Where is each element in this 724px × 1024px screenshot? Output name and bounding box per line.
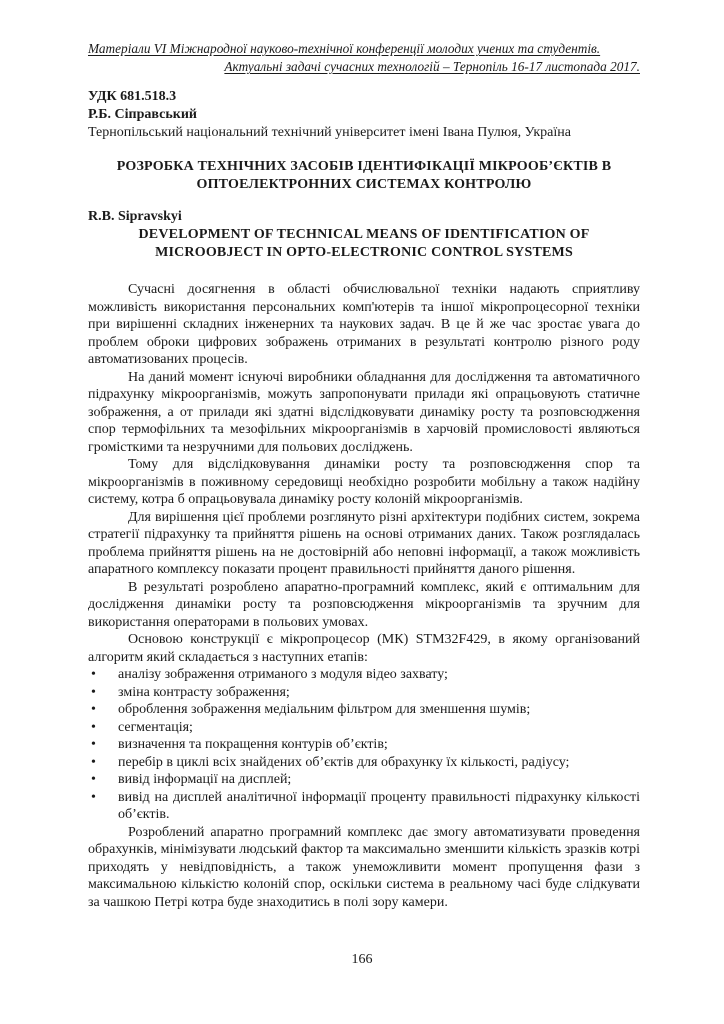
conference-header (88, 40, 640, 76)
list-item (88, 701, 640, 719)
article-title-en-line-1: DEVELOPMENT OF TECHNICAL MEANS OF IDENTIFICATION OF (138, 227, 590, 242)
bullet-icon: • (91, 754, 96, 770)
article-meta (88, 88, 640, 142)
article-title-en (88, 226, 640, 262)
bullet-icon: • (91, 719, 96, 735)
list-item (88, 666, 640, 684)
author-name-uk: Р.Б. Сіправський (88, 107, 197, 122)
body-paragraph: Сучасні досягнення в області обчислювальної техніки надають сприятливу можливість використання персональних комп'ютерів та іншої мікропроцесорної техніки при вирішенні складних інженерних та наукових задач. В це й же час зростає увага до проблем оброки цифрових зображень отриманих в результаті контролю різного роду автоматизованих процесів. (88, 282, 640, 367)
body-paragraph: Тому для відслідковування динаміки росту та розповсюдження спор та мікроорганізмів в поживному середовищі необхідно розробити мобільну а також надійну систему, котра б опрацьовувала динаміку росту колоній мікроорганізмів. (88, 457, 640, 507)
conference-header-line-2: Актуальні задачі сучасних технологій – Тернопіль 16-17 листопада 2017. (224, 59, 640, 74)
list-item (88, 736, 640, 754)
udk-code: УДК 681.518.3 (88, 89, 177, 104)
list-item-text: вивід інформації на дисплей; (118, 772, 292, 787)
article-title-uk-line-1: РОЗРОБКА ТЕХНІЧНИХ ЗАСОБІВ ІДЕНТИФІКАЦІЇ МІКРООБ’ЄКТІВ В (116, 159, 612, 174)
article-title-uk (88, 158, 640, 194)
page-number: 166 (351, 952, 373, 967)
list-item (88, 789, 640, 824)
list-item-text: зміна контрасту зображення; (118, 684, 290, 700)
bullet-icon: • (91, 772, 96, 787)
bullet-icon: • (91, 667, 96, 682)
list-item-text: перебір в циклі всіх знайдених об’єктів для обрахунку їх кількості, радіусу; (118, 754, 570, 770)
list-item-text: вивід на дисплей аналітичної інформації проценту правильності підрахунку кількості об’єктів. (118, 789, 640, 822)
article-title-uk-line-2: ОПТОЕЛЕКТРОННИХ СИСТЕМАХ КОНТРОЛЮ (196, 177, 532, 192)
bullet-icon: • (91, 789, 96, 805)
list-item-text: сегментація; (118, 719, 193, 735)
list-item-text: аналізу зображення отриманого з модуля відео захвату; (118, 667, 448, 682)
bullet-icon: • (91, 702, 96, 717)
list-item-text: визначення та покращення контурів об’єктів; (118, 737, 388, 752)
article-title-en-line-2: MICROOBJECT IN OPTO-ELECTRONIC CONTROL SYSTEMS (155, 245, 573, 260)
body-paragraph: Для вирішення цієї проблеми розглянуто різні архітектури подібних систем, зокрема стратегії підрахунку та прийняття рішень на основі отриманих даних. Також розглядалась проблема прийняття рішень на не достовірній або неповні інформації, а також можливість апаратного комплексу показати процент правильності прийняття даного рішення. (88, 509, 640, 577)
author-affiliation: Тернопільський національний технічний університет імені Івана Пулюя, Україна (88, 125, 571, 140)
list-item (88, 754, 640, 772)
paper-page (88, 40, 640, 911)
bullet-icon: • (91, 684, 96, 700)
list-item (88, 684, 640, 702)
body-paragraph: На даний момент існуючі виробники обладнання для дослідження та автоматичного підрахунку мікроорганізмів, можуть запропонувати прилади які опрацьовують статичне зображення, а от прилади які здатні відслідковувати динаміку росту та розповсюдження спор термофільних та мезофільних мікроорганізмів в харчовій промисловості являються громісткими та незручними для польових досліджень. (88, 369, 640, 455)
body-paragraph: В результаті розроблено апаратно-програмний комплекс, який є оптимальним для дослідження динаміки росту та розповсюдження мікроорганізмів та зручним для використання операторами в польових умовах. (88, 579, 640, 630)
list-item (88, 771, 640, 789)
bullet-icon: • (91, 737, 96, 752)
conference-header-line-1: Матеріали VI Міжнародної науково-технічної конференції молодих учених та студентів. (88, 41, 601, 56)
list-item (88, 719, 640, 737)
algorithm-steps-list (88, 666, 640, 824)
body-paragraph: Основою конструкції є мікропроцесор (МК) STM32F429, в якому організований алгоритм який складається з наступних етапів: (88, 632, 640, 665)
list-item-text: оброблення зображення медіальним фільтром для зменшення шумів; (118, 702, 531, 717)
article-body (88, 281, 640, 911)
author-name-en: R.B. Sipravskyi (88, 209, 182, 224)
body-paragraph: Розроблений апаратно програмний комплекс дає змогу автоматизувати проведення обрахунків, мінімізувати людський фактор та максимально зменшити кількість зразків котрі приходять у невідповідність, а також унеможливити момент пропущення фази з максимальною кількістю колоній спор, оскільки система в реальному часі буде слідкувати за чашкою Петрі котра буде знаходитись в полі зору камери. (88, 824, 640, 910)
